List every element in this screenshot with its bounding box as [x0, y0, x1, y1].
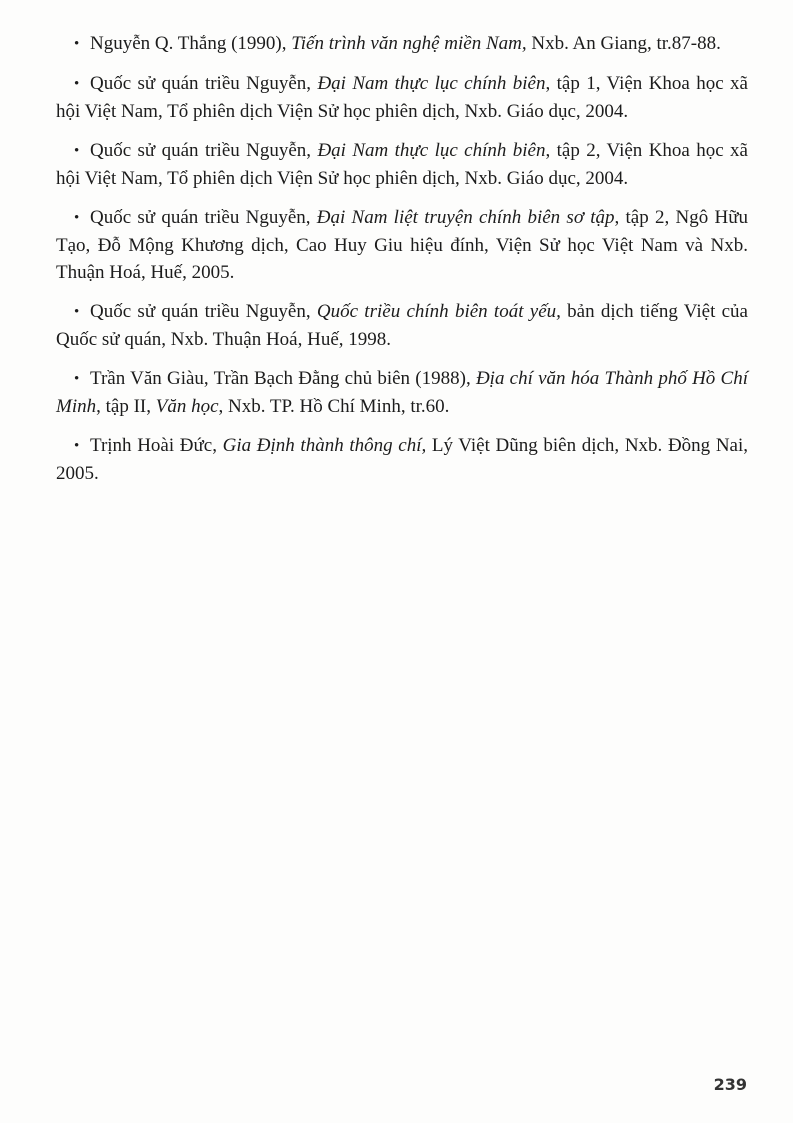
reference-text: , Nxb. TP. Hồ Chí Minh, tr.60. — [218, 396, 450, 417]
reference-title: Địa chí văn hóa Thành phố Hồ Chí Minh — [56, 368, 748, 417]
reference-item — [56, 432, 748, 487]
reference-title: Gia Định thành thông chí, — [222, 435, 427, 456]
bullet-icon: • — [74, 304, 80, 320]
reference-title: Đại Nam thực lục chính biên — [317, 140, 546, 161]
bullet-icon: • — [74, 76, 80, 92]
reference-text: Trần Văn Giàu, Trần Bạch Đằng chủ biên (1988), — [90, 368, 476, 389]
reference-title: Đại Nam liệt truyện chính biên sơ tập — [316, 207, 615, 228]
reference-list — [56, 30, 748, 499]
bullet-icon: • — [74, 371, 80, 387]
reference-item — [56, 30, 748, 58]
reference-text: , tập 1, Viện Khoa học xã hội Việt Nam, Tổ phiên dịch Viện Sử học phiên dịch, Nxb. Giáo dục, 2004. — [56, 73, 748, 122]
reference-title: Quốc triều chính biên toát yếu, — [316, 301, 561, 322]
reference-text: Quốc sử quán triều Nguyễn, — [90, 301, 317, 322]
reference-text: Quốc sử quán triều Nguyễn, — [90, 207, 317, 228]
reference-text: , tập II, — [96, 396, 156, 417]
reference-item — [56, 204, 748, 286]
reference-text: bản dịch tiếng Việt của Quốc sử quán, Nxb. Thuận Hoá, Huế, 1998. — [56, 301, 748, 350]
reference-item — [56, 70, 748, 125]
bullet-icon: • — [74, 438, 80, 454]
bullet-icon: • — [74, 210, 80, 226]
reference-text: Trịnh Hoài Đức, — [90, 435, 223, 456]
reference-text: Lý Việt Dũng biên dịch, Nxb. Đồng Nai, 2005. — [56, 435, 748, 484]
reference-title: Văn học — [155, 396, 219, 417]
reference-text: Quốc sử quán triều Nguyễn, — [90, 73, 318, 94]
reference-item — [56, 137, 748, 192]
reference-text: Nxb. An Giang, tr.87-88. — [526, 33, 721, 54]
reference-text: , tập 2, Ngô Hữu Tạo, Đỗ Mộng Khương dịch, Cao Huy Giu hiệu đính, Viện Sử học Việt Nam và Nxb. Thuận Hoá, Huế, 2005. — [56, 207, 748, 283]
reference-text: Quốc sử quán triều Nguyễn, — [90, 140, 318, 161]
reference-text: Nguyễn Q. Thắng (1990), — [90, 33, 292, 54]
reference-text: , tập 2, Viện Khoa học xã hội Việt Nam, Tổ phiên dịch Viện Sử học phiên dịch, Nxb. Giáo dục, 2004. — [56, 140, 748, 189]
reference-title: Đại Nam thực lục chính biên — [317, 73, 546, 94]
page-number: 239 — [713, 1075, 747, 1094]
bullet-icon: • — [74, 143, 80, 159]
bullet-icon: • — [74, 36, 80, 52]
reference-item — [56, 365, 748, 420]
reference-title: Tiến trình văn nghệ miền Nam, — [291, 33, 527, 54]
reference-item — [56, 298, 748, 353]
